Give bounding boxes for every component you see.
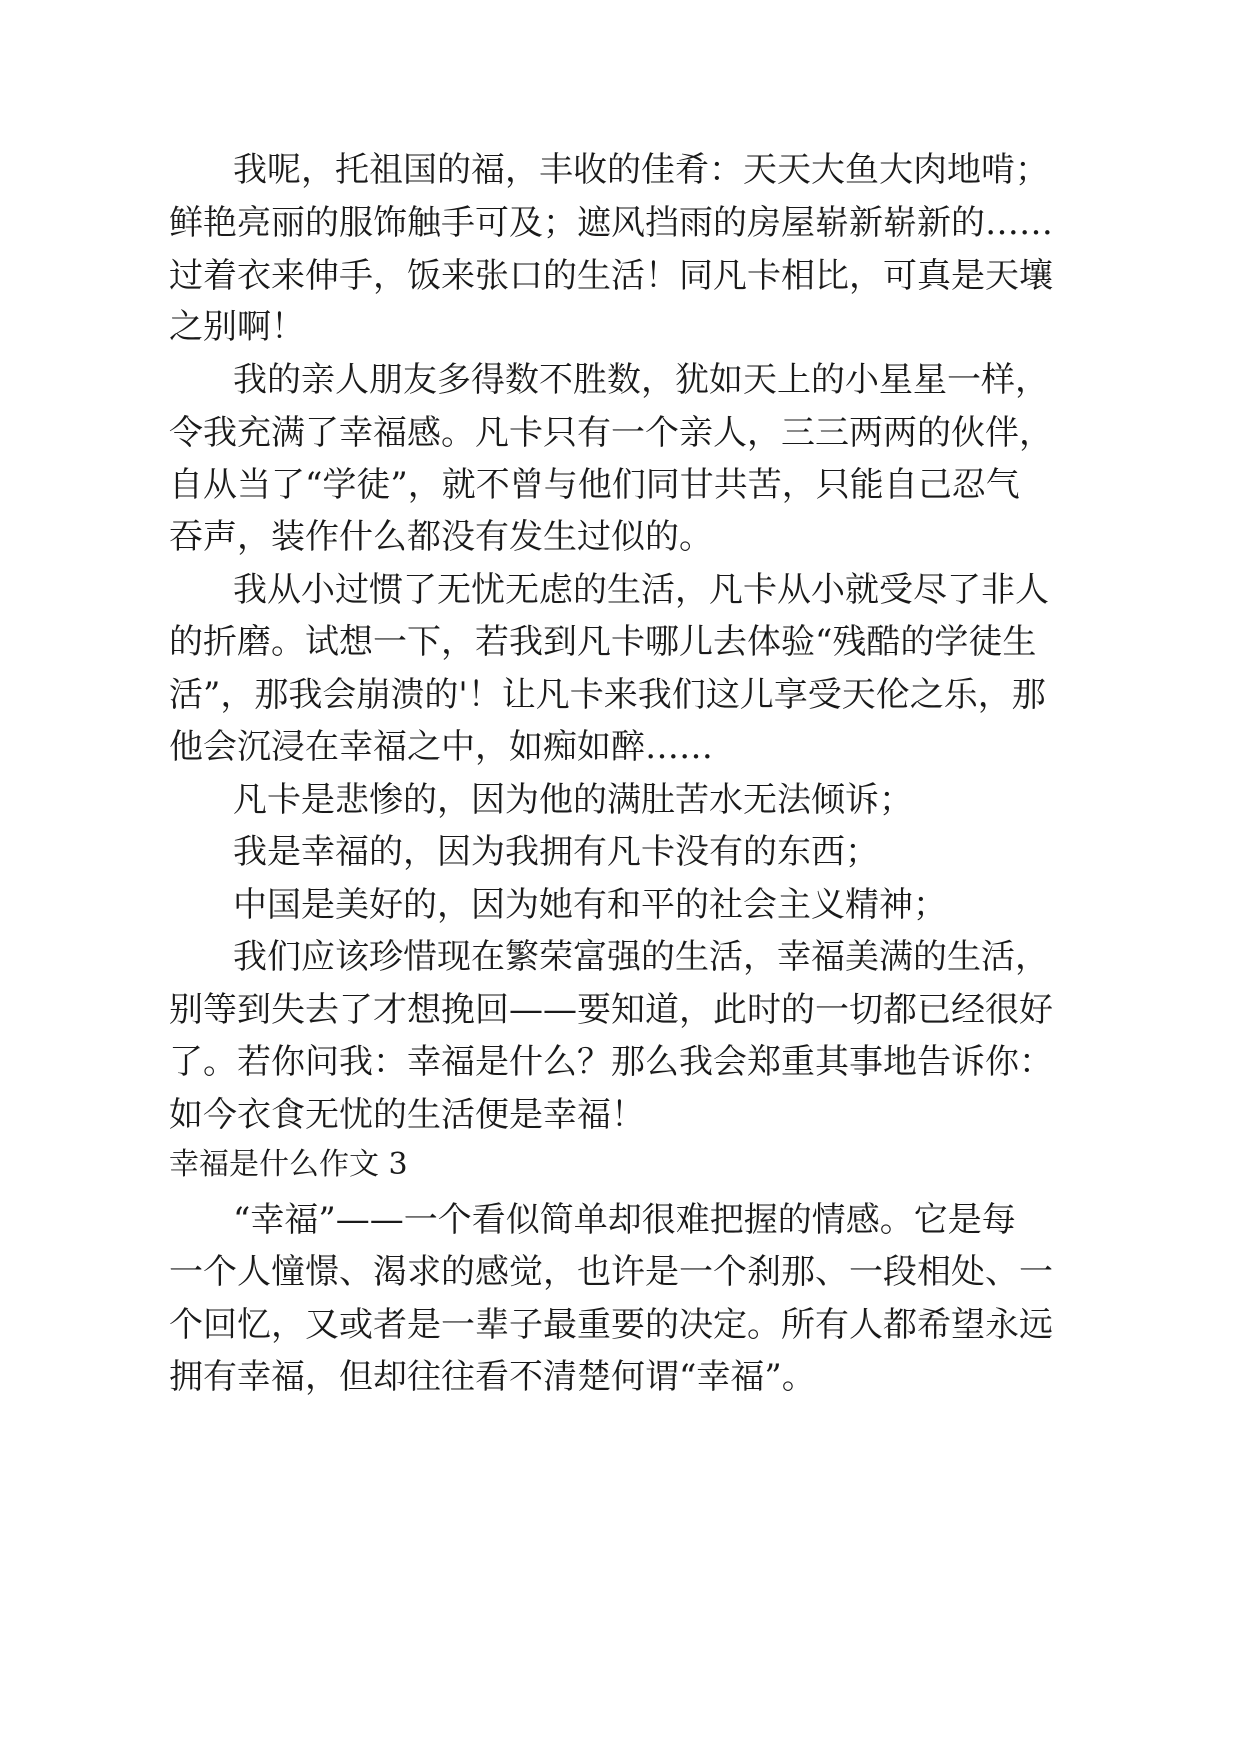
paragraph-7-line-3: 了。若你问我：幸福是什么？那么我会郑重其事地告诉你： [169,1042,1053,1082]
paragraph-6-line-1: 中国是美好的，因为她有和平的社会主义精神； [233,885,947,925]
paragraph-1-line-1: 我呢，托祖国的福，丰收的佳肴：天天大鱼大肉地啃； [233,150,1049,190]
paragraph-8-line-1: “幸福”——一个看似简单却很难把握的情感。它是每 [233,1200,1016,1240]
paragraph-3-line-4: 他会沉浸在幸福之中，如痴如醉…… [169,727,713,767]
paragraph-5-line-1: 我是幸福的，因为我拥有凡卡没有的东西； [233,832,879,872]
paragraph-7-line-4: 如今衣食无忧的生活便是幸福！ [169,1095,645,1135]
paragraph-1-line-2: 鲜艳亮丽的服饰触手可及；遮风挡雨的房屋崭新崭新的…… [169,203,1053,243]
paragraph-2-line-1: 我的亲人朋友多得数不胜数，犹如天上的小星星一样， [233,360,1049,400]
paragraph-3-line-1: 我从小过惯了无忧无虑的生活，凡卡从小就受尽了非人 [233,570,1049,610]
paragraph-4-line-1: 凡卡是悲惨的，因为他的满肚苦水无法倾诉； [233,780,913,820]
paragraph-8-line-2: 一个人憧憬、渴求的感觉，也许是一个刹那、一段相处、一 [169,1252,1053,1292]
paragraph-8-line-3: 个回忆，又或者是一辈子最重要的决定。所有人都希望永远 [169,1305,1053,1345]
paragraph-7-line-2: 别等到失去了才想挽回——要知道，此时的一切都已经很好 [169,990,1053,1030]
paragraph-2-line-2: 令我充满了幸福感。凡卡只有一个亲人，三三两两的伙伴， [169,413,1053,453]
paragraph-7-line-1: 我们应该珍惜现在繁荣富强的生活，幸福美满的生活， [233,937,1049,977]
section-heading: 幸福是什么作文 3 [169,1147,408,1182]
paragraph-2-line-3: 自从当了“学徒”，就不曾与他们同甘共苦，只能自己忍气 [169,465,1020,505]
paragraph-8-line-4: 拥有幸福，但却往往看不清楚何谓“幸福”。 [169,1357,816,1397]
paragraph-1-line-3: 过着衣来伸手，饭来张口的生活！同凡卡相比，可真是天壤 [169,256,1053,296]
paragraph-1-line-4: 之别啊！ [169,307,305,347]
paragraph-2-line-4: 吞声，装作什么都没有发生过似的。 [169,517,713,557]
paragraph-3-line-3: 活”，那我会崩溃的'！让凡卡来我们这儿享受天伦之乐，那 [169,675,1046,715]
paragraph-3-line-2: 的折磨。试想一下，若我到凡卡哪儿去体验“残酷的学徒生 [169,622,1037,662]
